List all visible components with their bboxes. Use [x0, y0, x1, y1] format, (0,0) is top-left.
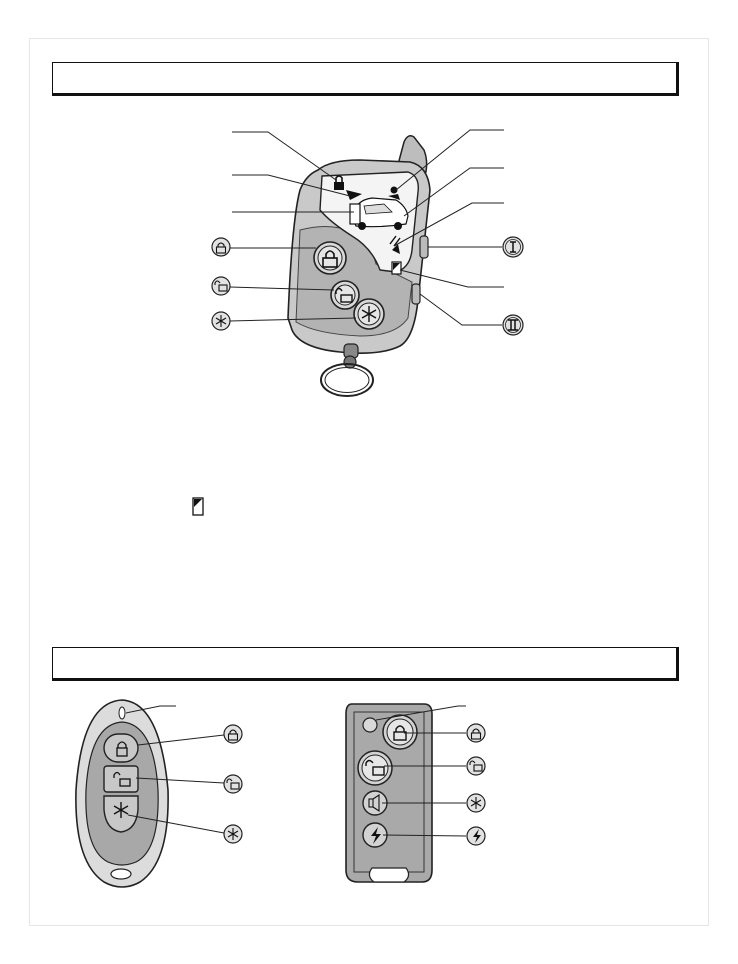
- inline-battery-icon: [190, 496, 206, 518]
- oval-callout-asterisk-icon: [224, 825, 242, 843]
- rect-callout-asterisk-icon: [467, 794, 485, 812]
- rect-remote: [346, 704, 432, 882]
- callout-asterisk-icon: [212, 312, 230, 330]
- star-button[interactable]: [354, 299, 384, 329]
- main-remote-diagram: [0, 0, 738, 420]
- oval-remote: [76, 700, 168, 887]
- section-header-2: [52, 647, 679, 681]
- rect-callout-lock-icon: [467, 724, 485, 742]
- unlock-button[interactable]: [331, 281, 359, 309]
- rect-callout-unlock-icon: [467, 757, 485, 775]
- lock-button[interactable]: [314, 242, 346, 274]
- rect-callout-lightning-icon: [467, 827, 485, 845]
- secondary-remotes-diagram: [0, 680, 738, 900]
- display-battery-icon: [392, 262, 401, 274]
- callout-button-two: [503, 315, 523, 335]
- oval-callout-unlock-icon: [224, 775, 242, 793]
- oval-led-icon: [119, 707, 125, 719]
- rect-led-icon: [363, 718, 377, 732]
- callout-unlock-icon: [212, 277, 230, 295]
- callout-lock-icon: [212, 238, 230, 256]
- oval-callout-lock-icon: [224, 725, 242, 743]
- callout-button-one: [503, 237, 523, 257]
